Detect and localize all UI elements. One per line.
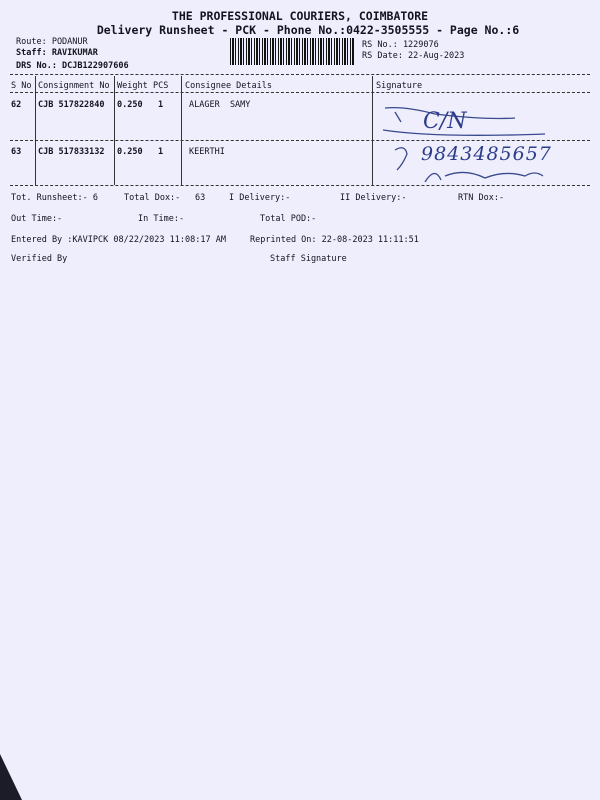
row-consignment: CJB 517833132 (38, 147, 105, 157)
col-divider (35, 76, 36, 185)
table-bottom-rule (10, 185, 590, 186)
rs-number: RS No.: 1229076 (362, 40, 439, 50)
rs-date: RS Date: 22-Aug-2023 (362, 51, 465, 61)
verified-by: Verified By (11, 254, 68, 264)
col-header-sno: S No (11, 81, 32, 91)
scan-corner-shadow (0, 754, 22, 800)
col-divider (181, 76, 182, 185)
ii-delivery: II Delivery:- (340, 193, 407, 203)
staff-label: Staff: RAVIKUMAR (16, 48, 98, 58)
col-divider (372, 76, 373, 185)
col-header-signature: Signature (376, 81, 423, 91)
row-consignee: ALAGER SAMY (189, 100, 251, 110)
in-time: In Time:- (138, 214, 185, 224)
col-divider (114, 76, 115, 185)
i-delivery: I Delivery:- (229, 193, 291, 203)
row-pcs: 1 (158, 100, 164, 110)
col-header-consignee: Consignee Details (185, 81, 272, 91)
table-row-rule (10, 140, 590, 141)
svg-text:C/N: C/N (423, 109, 467, 134)
company-title: THE PROFESSIONAL COURIERS, COIMBATORE (171, 9, 429, 23)
svg-text:9843485657: 9843485657 (421, 143, 552, 165)
table-header-rule (10, 92, 590, 93)
row-consignee: KEERTHI (189, 147, 225, 157)
drs-number: DRS No.: DCJB122907606 (16, 61, 129, 71)
col-header-weight: Weight (117, 81, 148, 91)
entered-by: Entered By :KAVIPCK 08/22/2023 11:08:17 AM (11, 235, 226, 245)
col-header-pcs: PCS (153, 81, 169, 91)
col-header-consignment: Consignment No (38, 81, 110, 91)
out-time: Out Time:- (11, 214, 63, 224)
row-sno: 63 (11, 147, 22, 157)
handwritten-signature-1 (375, 98, 575, 144)
row-weight: 0.250 (117, 100, 143, 110)
row-consignment: CJB 517822840 (38, 100, 105, 110)
total-dox-value: 63 (195, 193, 206, 203)
reprinted-on: Reprinted On: 22-08-2023 11:11:51 (250, 235, 419, 245)
tot-runsheet: Tot. Runsheet:- 6 (11, 193, 98, 203)
handwritten-phone-signature (385, 140, 575, 188)
route-label: Route: PODANUR (16, 37, 88, 47)
total-dox-label: Total Dox:- (124, 193, 181, 203)
total-pod: Total POD:- (260, 214, 317, 224)
runsheet-subtitle: Delivery Runsheet - PCK - Phone No.:0422-3505555 - Page No.:6 (96, 23, 520, 37)
barcode (230, 38, 355, 65)
row-weight: 0.250 (117, 147, 143, 157)
rtn-dox: RTN Dox:- (458, 193, 505, 203)
row-pcs: 1 (158, 147, 164, 157)
table-top-rule (10, 74, 590, 75)
staff-signature: Staff Signature (270, 254, 347, 264)
row-sno: 62 (11, 100, 22, 110)
